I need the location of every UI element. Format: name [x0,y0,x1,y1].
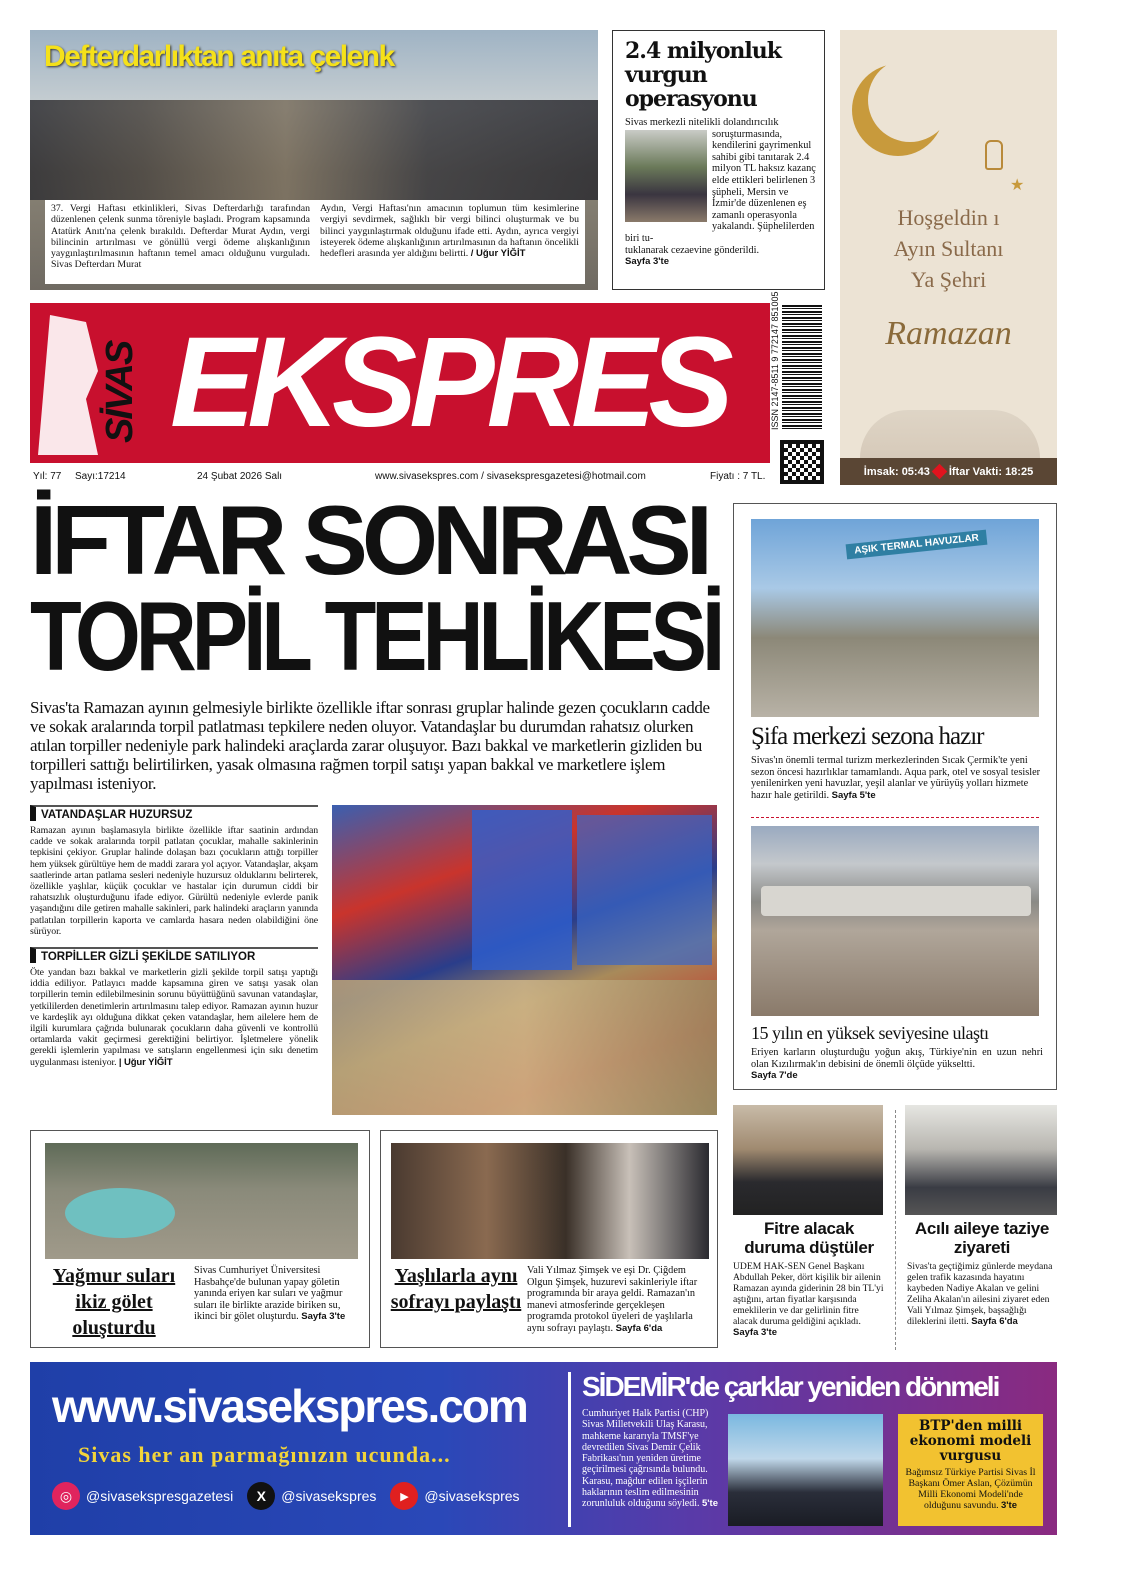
btp-box [898,1414,1043,1526]
right-column-box [733,503,1057,1090]
vurgun-headline: 2.4 milyonluk vurgun operasyonu [625,38,781,112]
issn: ISSN 2147-8511 [770,364,780,430]
sifa-photo [751,519,1039,717]
top-story-caption [45,200,585,284]
lantern-icon [985,140,1003,170]
x-handle[interactable]: @sivasekspres [281,1488,377,1504]
golet-photo [45,1143,358,1259]
vurgun-body: soruşturmasında, kendilerini gayrimenkul sahibi gibi tanıtarak 2.4 milyon TL haksız kazanç elde ettikleri belirlenen 3 şüpheli, Mersin ve İzmir'de düzenlenen eş zamanlı operasyonla yakalandı. Şüphelilerden biri tu- [625,128,816,244]
sub-story-1 [30,805,318,937]
diamond-icon [932,464,948,480]
vurgun-photo [625,130,707,222]
bottom-banner [30,1362,1057,1535]
social-row [52,1482,520,1510]
year: Yıl: 77 [33,471,62,482]
top-story-headline: Defterdarlıktan anıta çelenk [44,40,394,73]
sifa-page[interactable]: Sayfa 5'te [831,789,876,801]
main-headline [30,485,721,691]
golet-headline: Yağmur suları ikiz gölet oluşturdu [52,1265,176,1339]
yaslilar-headline: Yaşlılarla aynı sofrayı paylaştı [390,1265,522,1313]
sifa-headline: Şifa merkezi sezona hazır [751,723,984,750]
prayer-times-bar [840,458,1057,485]
date: 24 Şubat 2026 Salı [197,471,283,482]
sifa-sign: AŞIK TERMAL HAVUZLAR [846,530,988,560]
main-story [30,485,721,1115]
imsak-time: İmsak: 05:43 [863,465,930,478]
crescent-icon [868,58,952,142]
top-story-author: / Uğur YİĞİT [470,248,526,260]
sidemir-page[interactable]: 5'te [702,1498,718,1510]
sidemir-photo [728,1414,883,1526]
golet-page[interactable]: Sayfa 3'te [301,1311,346,1323]
barcode [782,305,822,430]
btp-page[interactable]: 3'te [1001,1500,1017,1511]
btp-body: Bağımsız Türkiye Partisi Sivas İl Başkanı Ömer Aslan, Çözümün Milli Ekonomi Modeli'nde olduğunu savundu. [905,1467,1036,1511]
divider [751,817,1039,818]
website-url[interactable]: www.sivasekspres.com [52,1380,527,1432]
column-divider [895,1110,896,1350]
issue-number: Sayı:17214 [75,471,126,482]
vurgun-intro: Sivas merkezli nitelikli dolandırıcılık [625,117,779,128]
vurgun-story [612,30,825,290]
taziye-story [905,1105,1057,1357]
kizilirmak-body: Eriyen karların oluşturduğu yoğun akış, Türkiye'nin en uzun nehri olan Kızılırmak'ın debisini de önemli ölçüde yükseltti. [751,1047,1043,1070]
sidemir-headline: SİDEMİR'de çarklar yeniden dönmeli [582,1371,999,1402]
ramadan-line3: Ya Şehri [910,267,987,292]
qr-code[interactable] [780,440,824,484]
kizilirmak-page[interactable]: Sayfa 7'de [751,1070,798,1082]
sub1-body: Ramazan ayının başlamasıyla birlikte özellikle iftar saatinin ardından cadde ve sokak aralarında torpil patlatan çocuklar, mahalle sakinlerinin tepkisini çekiyor. Gruplar halinde dolaşan bazı çocukların attığı torpiller hem yüksek gürültüye hem de maddi zarara yol açıyor. Vatandaşlar, akşam saatlerinde artan patlama sesleri nedeniyle huzursuz olduklarını belirterek, özellikle yaşlılar, küçük çocuklar ve hastalar için durumun ciddi bir rahatsızlık oluşturduğunu ifade ediyor. Gürültü nedeniyle evlerde panik yaşandığını dile getiren mahalle sakinleri, park halindeki araçların yanında patlatılan torpillerin kaporta ve camlarda hasara neden olabildiğini öne sürüyor. [30,825,318,937]
yaslilar-page[interactable]: Sayfa 6'da [615,1322,663,1334]
main-headline-line2: TORPİL TEHLİKESİ [30,581,721,691]
masthead-name: EKSPRES [170,311,726,454]
firecrackers-photo [332,805,717,1115]
top-story-col1: 37. Vergi Haftası etkinlikleri, Sivas Defterdarlığı tarafından düzenlenen çelenk sunma töreniyle başladı. Program kapsamında Atatürk Anıtı'na çelenk bırakıldı. Defterdar Murat Aydın, vergi bilincinin artırılması ve gönüllü vergi ödeme alışkanlığının yaygınlaştırılmasının haftanın temel amacı olduğunu vurguladı. Sivas Defterdarı Murat [51,203,310,271]
price: Fiyatı : 7 TL. [710,471,766,482]
kizilirmak-headline: 15 yılın en yüksek seviyesine ulaştı [751,1023,989,1043]
masthead-city: SİVAS [99,341,141,443]
top-story-photo [30,30,598,290]
x-icon[interactable]: X [247,1482,275,1510]
ataturk-silhouette [38,315,98,455]
main-headline-line1: İFTAR SONRASI [30,485,707,595]
taziye-body: Sivas'ta geçtiğimiz günlerde meydana gelen trafik kazasında hayatını kaybeden Nadiye Akalan ve gelini Zeliha Akalan'ın ailesini ziyaret eden Vali Yılmaz Şimşek, başsağlığı dileklerini iletti. [907,1261,1053,1327]
instagram-handle[interactable]: @sivasekspresgazetesi [86,1488,234,1504]
sub2-body: Öte yandan bazı bakkal ve marketlerin gizli şekilde torpil satışı yaptığı iddia ediliyor. Patlayıcı madde kapsamına giren ve satışı yasak olan torpillerin temin edilebilmesinin sorunu büyüttüğünü savunan vatandaşlar, yetkililerden denetimlerin artırılmasını talep ediyor. Ramazan ayının huzur ve kardeşlik ayı olduğuna dikkat çeken vatandaşlar, hem ailelere hem de ilgili kurumlara çağrıda bulunarak çocukların daha güvenli ve kontrollü ortamlarda vakit geçirmesi gerektiğini belirtiyor. İşletmelere yönelik gerekli işlemlerin yapılması ve satışların engellenmesi için sıkı denetim uygulanması isteniyor. [30,967,318,1068]
ramadan-ad [840,30,1057,485]
fitre-story [733,1105,888,1357]
barcode-digits: 9 772147 851005 [770,291,780,362]
star-icon: ★ [1010,177,1025,194]
yaslilar-story [380,1130,718,1348]
btp-headline: BTP'den milli ekonomi modeli vurgusu [909,1418,1032,1464]
vurgun-page[interactable]: Sayfa 3'te [625,256,669,268]
slogan: Sivas her an parmağınızın ucunda... [78,1442,451,1467]
main-lead: Sivas'ta Ramazan ayının gelmesiyle birlikte özellikle iftar sonrası gruplar halinde gezen çocukların cadde ve sokak aralarında torpil patlatması tepkilere neden oluyor. Vatandaşlar bu durumdan rahatsız olurken atılan torpiller nedeniyle park halindeki araçlarda zarar oluşuyor. Bazı bakkal ve marketlerin gizliden bu torpilleri sattığı belirtilirken, yasak olmasına rağmen torpil satışı yapan bakkal ve marketlere işlem yapılması isteniyor. [30,698,710,793]
taziye-headline: Acılı aileye taziye ziyareti [914,1219,1050,1257]
main-author: | Uğur YİĞİT [118,1056,173,1068]
banner-divider [568,1372,571,1527]
iftar-time: İftar Vakti: 18:25 [948,465,1034,478]
sidemir-body: Cumhuriyet Halk Partisi (CHP) Sivas Milletvekili Ulaş Karasu, mahkeme kararıyla TMSF'ye devredilen Sivas Demir Çelik Fabrikası'nın yeniden üretime geçirilmesi çağrısında bulundu. Karasu, mağdur edilen işçilerin haklarının teslim edilmesinin zorunluluk olduğunu söyledi. [582,1408,709,1510]
sub-story-2 [30,947,318,1068]
instagram-icon[interactable]: ◎ [52,1482,80,1510]
sub2-title: TORPİLLER GİZLİ ŞEKİLDE SATILIYOR [30,947,318,963]
ramadan-line2: Ayın Sultanı [893,236,1004,261]
kizilirmak-photo [751,826,1039,1016]
masthead-info-row [33,471,770,482]
issn-text [770,292,780,430]
mosque-silhouette [860,410,1040,458]
contact[interactable]: www.sivasekspres.com / sivasekspresgazetesi@hotmail.com [375,471,646,482]
vurgun-end: tuklanarak cezaevine gönderildi. [625,244,760,256]
taziye-photo [905,1105,1057,1215]
sub1-title: VATANDAŞLAR HUZURSUZ [30,805,318,821]
yaslilar-body: Vali Yılmaz Şimşek ve eşi Dr. Çiğdem Olgun Şimşek, huzurevi sakinleriyle iftar programında bir araya geldi. Ramazan'ın manevi atmosferinde gerçekleşen programda protokol üyeleri de yaşlılarla aynı sofrayı paylaştı. [527,1265,698,1334]
fitre-page[interactable]: Sayfa 3'te [733,1327,777,1338]
youtube-handle[interactable]: @sivasekspres [424,1488,520,1504]
top-story-col2: Aydın, Vergi Haftası'nın amacının toplumun tüm kesimlerine vergiyi sevdirmek, sağlıklı bir vergi bilinci oluşturmak ve bu bilinci yaygınlaştırmak olduğunu ifade etti. Aydın, ayrıca vergiyi isteyerek ödeme alışkanlığının artırılmasının da haftanın öncelikli hedefleri arasında yer aldığını belirtti. [320,203,579,260]
fitre-photo [733,1105,883,1215]
sifa-body: Sivas'ın önemli termal turizm merkezlerinden Sıcak Çermik'te yeni sezon öncesi hazırlıklar tamamlandı. Aqua park, otel ve sosyal tesisler yenilenirken yeni havuzlar, yeşil alanlar ve yürüyüş yolları hizmete hazır hale getirildi. [751,755,1041,801]
masthead [30,303,770,463]
yaslilar-photo [391,1143,709,1259]
youtube-icon[interactable]: ▶ [390,1482,418,1510]
golet-body: Sivas Cumhuriyet Üniversitesi Hasbahçe'de bulunan yapay göletin yanında eriyen kar suları ve yağmur suları ile birlikte arazide biriken su, ikinci bir gölet oluşturdu. [194,1265,343,1323]
golet-story [30,1130,370,1348]
fitre-headline: Fitre alacak duruma düştüler [744,1219,874,1257]
ramadan-line1: Hoşgeldin ı [897,205,1000,230]
taziye-page[interactable]: Sayfa 6'da [971,1316,1018,1327]
fitre-body: UDEM HAK-SEN Genel Başkanı Abdullah Peker, dört kişilik bir ailenin Ramazan ayında giderinin 28 bin TL'yi aştığını, artan fiyatlar karşısında emeklilerin ve dar gelirlinin fitre alacak duruma geldiğini açıkladı. [733,1261,884,1327]
ramadan-script: Ramazan [885,315,1012,352]
